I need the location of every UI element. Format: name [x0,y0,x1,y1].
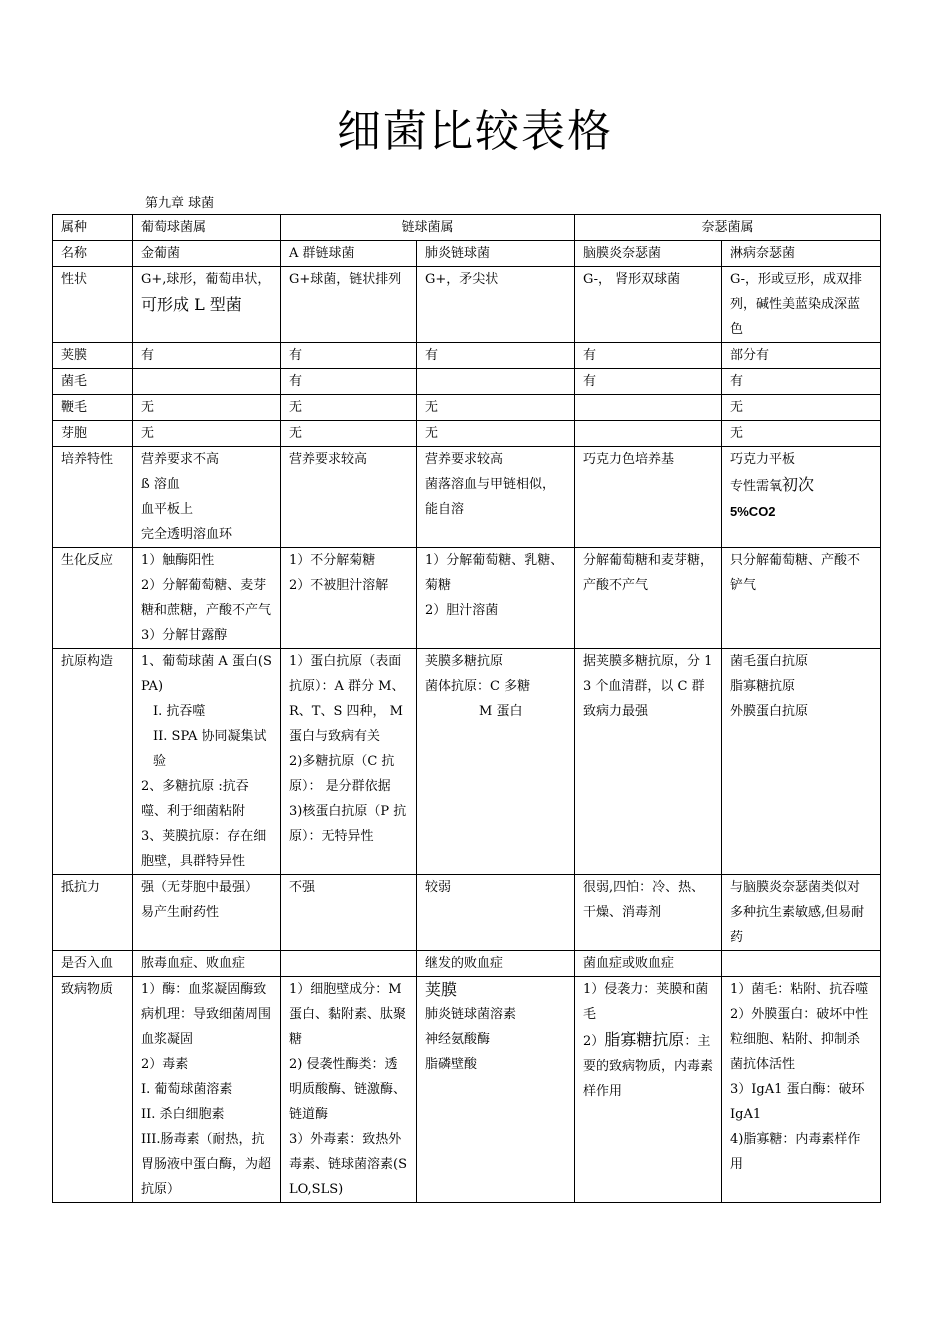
cell-line: 2、多糖抗原 :抗吞噬、利于细菌粘附 [141,779,249,819]
table-cell: 与脑膜炎奈瑟菌类似对多种抗生素敏感,但易耐药 [722,875,881,951]
table-cell: 有 [575,369,722,395]
cell-line: 1）不分解菊糖 [289,553,376,568]
cell-line: 1、葡萄球菌 A 蛋白(SPA) [141,654,272,694]
cell-line: 易产生耐药性 [141,905,220,920]
cell-line: 脂寡糖抗原 [730,679,796,694]
row-label: 抗原构造 [53,649,133,875]
table-row-biochem [53,548,881,649]
row-label: 是否入血 [53,951,133,977]
table-cell: G+球菌，链状排列 [281,267,417,343]
cell-line: 2）胆汁溶菌 [425,603,499,618]
bacteria-comparison-table [52,214,881,1203]
table-cell: 脑膜炎奈瑟菌 [575,241,722,267]
cell-line: 血平板上 [141,502,194,517]
table-row-name [53,241,881,267]
table-cell: 脓毒血症、败血症 [133,951,281,977]
table-cell: 无 [417,421,575,447]
row-label: 芽胞 [53,421,133,447]
row-label: 属种 [53,215,133,241]
cell-line: 外膜蛋白抗原 [730,704,809,719]
chapter-label: 第九章 球菌 [145,196,215,211]
table-cell: 有 [417,343,575,369]
table-cell [417,369,575,395]
genus-neisseria: 奈瑟菌属 [575,215,881,241]
row-label: 培养特性 [53,447,133,548]
table-cell [133,977,281,1203]
cell-line: ß 溶血 [141,477,180,492]
table-row-antigen [53,649,881,875]
table-cell: A 群链球菌 [281,241,417,267]
cell-line: 1）分解葡萄糖、乳糖、菊糖 [425,553,564,593]
table-cell: G-， 肾形双球菌 [575,267,722,343]
table-cell: 部分有 [722,343,881,369]
cell-line: 肺炎链球菌溶素 [425,1007,517,1022]
cell-line: 2)多糖抗原（C 抗原）： 是分群依据 [289,754,395,794]
table-cell: 分解葡萄糖和麦芽糖，产酸不产气 [575,548,722,649]
cell-line: 可形成 L 型菌 [141,295,242,314]
table-cell [417,649,575,875]
cell-line [730,472,872,499]
table-cell: 无 [133,421,281,447]
table-cell: 菌血症或败血症 [575,951,722,977]
table-cell: 有 [575,343,722,369]
table-cell: 无 [722,421,881,447]
table-row-shape [53,267,881,343]
table-cell [417,548,575,649]
cell-line: 2）分解葡萄糖、麦芽糖和蔗糖，产酸不产气 [141,578,272,618]
table-cell [281,977,417,1203]
cell-line: M 蛋白 [479,704,523,719]
cell-line: 3）外毒素：致热外毒素、链球菌溶素(SLO,SLS) [289,1132,407,1197]
table-cell [575,395,722,421]
table-cell: 无 [281,395,417,421]
table-cell: 巧克力色培养基 [575,447,722,548]
cell-text: ：主要的致病物质，内毒素样作用 [583,1034,714,1099]
table-cell: G+，矛尖状 [417,267,575,343]
table-row-flagella [53,395,881,421]
table-cell [133,267,281,343]
table-cell [575,977,722,1203]
row-label: 名称 [53,241,133,267]
row-label: 性状 [53,267,133,343]
cell-line: 3、荚膜抗原：存在细胞壁，具群特异性 [141,829,267,869]
cell-line: 5%CO2 [730,504,776,519]
table-row-blood [53,951,881,977]
table-cell: 淋病奈瑟菌 [722,241,881,267]
page-title: 细菌比较表格 [337,106,613,157]
table-row-pili [53,369,881,395]
table-cell: 有 [281,343,417,369]
cell-line: 2) 侵袭性酶类：透明质酸酶、链激酶、链道酶 [289,1057,407,1122]
cell-line: 完全透明溶血环 [141,527,233,542]
table-cell [133,875,281,951]
cell-line: 营养要求较高 [425,452,504,467]
table-cell [722,649,881,875]
table-cell: 有 [722,369,881,395]
table-cell [133,649,281,875]
cell-line: 脂磷壁酸 [425,1057,478,1072]
table-cell [722,951,881,977]
table-cell [133,447,281,548]
cell-line: II. 杀白细胞素 [141,1107,225,1122]
cell-line: 菌落溶血与甲链相似，能自溶 [425,477,556,517]
cell-line: 2）外膜蛋白：破坏中性粒细胞、粘附、抑制杀菌抗体活性 [730,1007,869,1072]
cell-line: 强（无芽胞中最强） [141,880,259,895]
table-cell: 有 [281,369,417,395]
table-cell: 肺炎链球菌 [417,241,575,267]
table-row-genus [53,215,881,241]
table-cell: 较弱 [417,875,575,951]
cell-line: 2）不被胆汁溶解 [289,578,389,593]
cell-line: 菌体抗原：C 多糖 [425,679,531,694]
row-label: 生化反应 [53,548,133,649]
cell-line: 巧克力平板 [730,452,796,467]
row-label: 菌毛 [53,369,133,395]
genus-staphylococcus: 葡萄球菌属 [133,215,281,241]
row-label: 鞭毛 [53,395,133,421]
cell-line: 3）分解甘露醇 [141,628,228,643]
table-cell: 无 [281,421,417,447]
cell-line: 营养要求不高 [141,452,220,467]
table-cell [281,548,417,649]
row-label: 抵抗力 [53,875,133,951]
table-cell: 无 [722,395,881,421]
table-cell [722,977,881,1203]
cell-line: I. 葡萄球菌溶素 [141,1082,233,1097]
cell-line: 1）侵袭力：荚膜和菌毛 [583,982,709,1022]
row-label: 荚膜 [53,343,133,369]
cell-line: 荚膜多糖抗原 [425,654,504,669]
table-row-resistance [53,875,881,951]
table-cell: 营养要求较高 [281,447,417,548]
cell-line: 菌毛蛋白抗原 [730,654,809,669]
cell-line: 1）细胞壁成分：M 蛋白、黏附素、肽聚糖 [289,982,407,1047]
table-cell [417,447,575,548]
cell-line: II. SPA 协同凝集试验 [153,729,267,769]
table-cell [133,369,281,395]
cell-line: 1）菌毛：粘附、抗吞噬 [730,982,869,997]
table-row-capsule [53,343,881,369]
cell-line: 3）IgA1 蛋白酶：破环 IgA1 [730,1082,865,1122]
cell-line: 1）触酶阳性 [141,553,215,568]
table-cell [575,421,722,447]
table-cell: 只分解葡萄糖、产酸不铲气 [722,548,881,649]
genus-streptococcus: 链球菌属 [281,215,575,241]
cell-line: 1）蛋白抗原（表面抗原）：A 群分 M、R、T、S 四种， M 蛋白与致病有关 [289,654,405,744]
row-label: 致病物质 [53,977,133,1203]
table-cell: 继发的败血症 [417,951,575,977]
table-cell: 有 [133,343,281,369]
table-cell: 金葡菌 [133,241,281,267]
table-row-spore [53,421,881,447]
cell-line: G+,球形，葡萄串状， [141,272,271,287]
table-cell: 很弱,四怕：冷、热、干燥、消毒剂 [575,875,722,951]
table-row-culture [53,447,881,548]
cell-line [583,1027,713,1104]
table-cell: 无 [133,395,281,421]
cell-line: III.肠毒素（耐热，抗胃肠液中蛋白酶，为超抗原） [141,1132,272,1197]
cell-line: 2）毒素 [141,1057,189,1072]
table-row-pathogenic [53,977,881,1203]
table-cell [281,951,417,977]
table-cell [722,447,881,548]
table-cell [281,649,417,875]
table-cell [417,977,575,1203]
cell-line: 4)脂寡糖：内毒素样作用 [730,1132,861,1172]
cell-line: 神经氨酸酶 [425,1032,491,1047]
table-cell: 不强 [281,875,417,951]
cell-text: 脂寡糖抗原 [604,1030,685,1049]
table-cell: 无 [417,395,575,421]
cell-line: I. 抗吞噬 [153,704,206,719]
cell-text: 初次 [782,475,815,494]
cell-text: 专性需氧 [730,479,783,494]
cell-line: 3)核蛋白抗原（P 抗原）：无特异性 [289,804,407,844]
cell-line: 荚膜 [425,980,458,999]
table-cell: 据荚膜多糖抗原，分 13 个血清群，以 C 群致病力最强 [575,649,722,875]
table-cell [133,548,281,649]
cell-text: 2） [583,1034,605,1049]
cell-line: 1）酶：血浆凝固酶致病机理：导致细菌周围血浆凝固 [141,982,272,1047]
table-cell: G-，形或豆形，成双排列，碱性美蓝染成深蓝色 [722,267,881,343]
